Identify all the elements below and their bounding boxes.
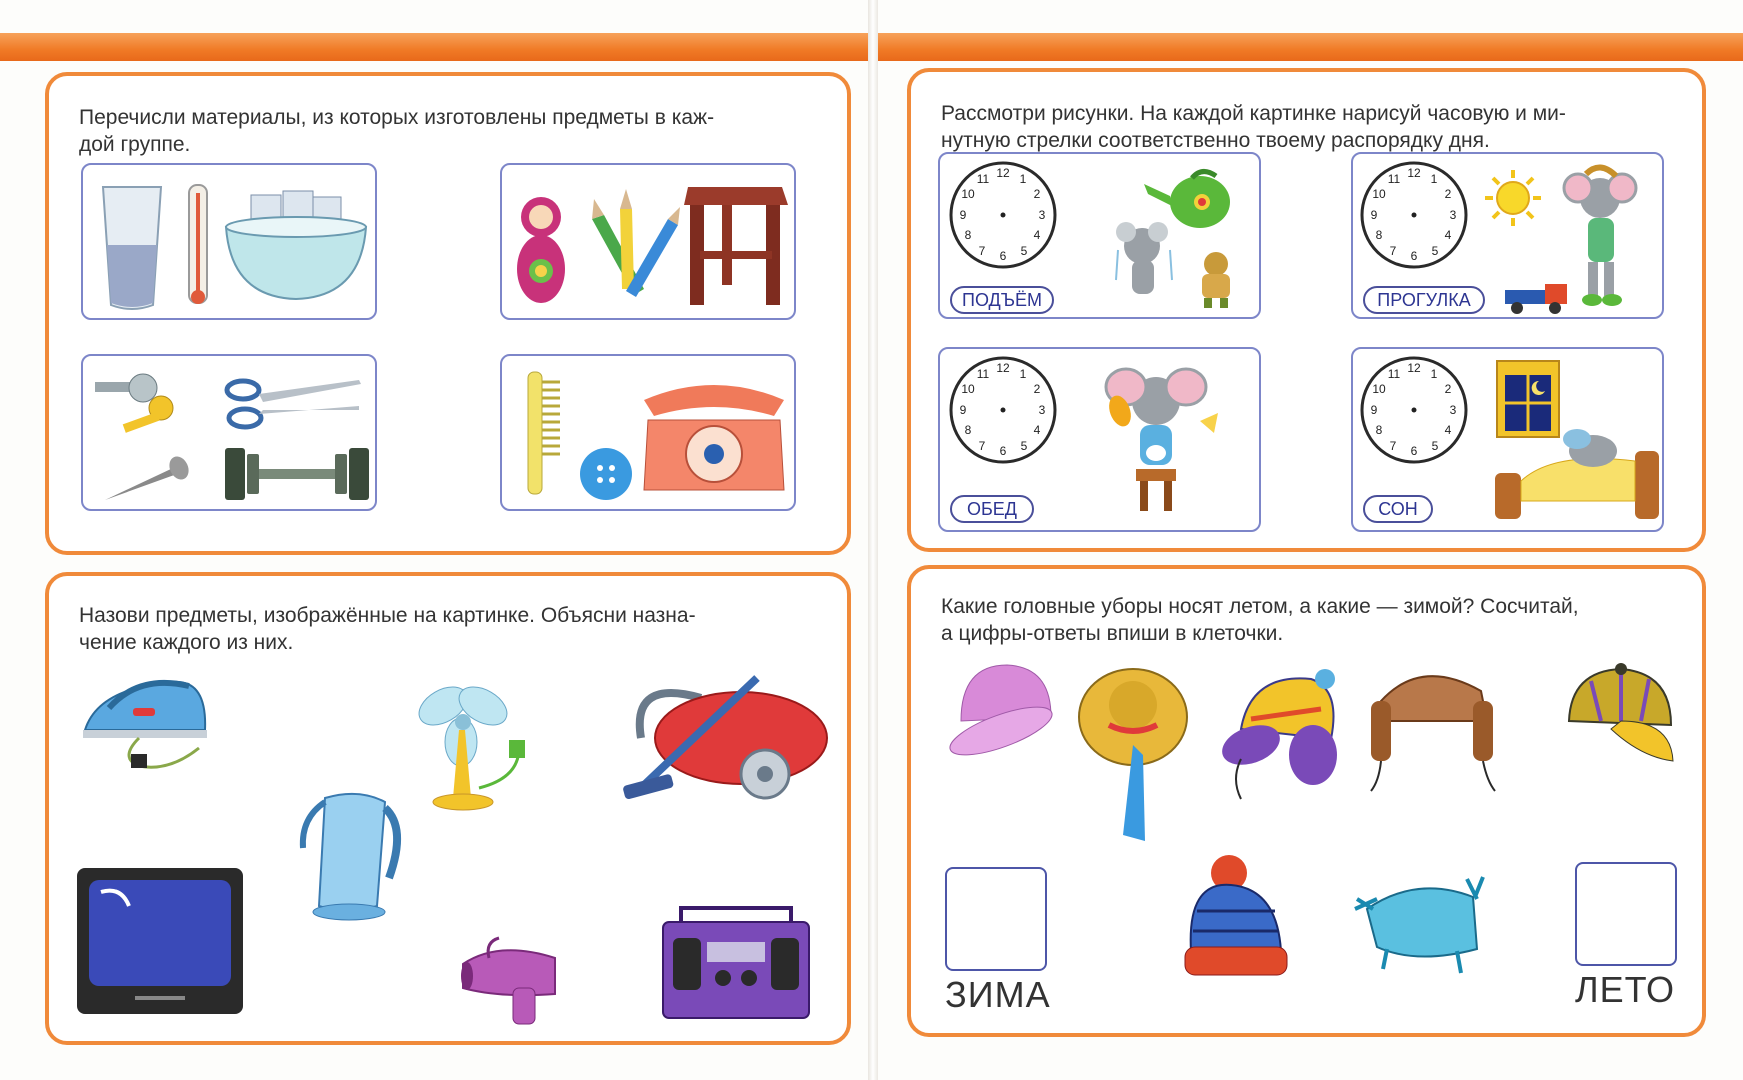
material-group-glass [81, 163, 377, 320]
scissors-icon [223, 376, 363, 436]
svg-text:11: 11 [976, 172, 990, 186]
clock-face [1359, 160, 1469, 270]
task-household-items-panel [45, 572, 851, 1045]
routine-box-sleep [1351, 347, 1664, 532]
routine-box-walk [1351, 152, 1664, 319]
task-materials-panel [45, 72, 851, 555]
svg-text:5: 5 [1020, 244, 1028, 258]
svg-text:12: 12 [996, 166, 1010, 180]
svg-text:1: 1 [1430, 367, 1438, 381]
svg-text:8: 8 [964, 423, 972, 437]
svg-text:3: 3 [1449, 403, 1457, 417]
summer-answer-box[interactable] [1575, 862, 1677, 966]
svg-text:7: 7 [1389, 244, 1397, 258]
label-wakeup: ПОДЪЁМ [950, 286, 1054, 314]
task-items-text-1: Назови предметы, изображённые на картинке. Объясни назна- [79, 604, 696, 627]
material-group-metal [81, 354, 377, 511]
task-headwear-text-2: а цифры-ответы впиши в клеточки. [941, 622, 1284, 645]
task-headwear-panel [907, 565, 1706, 1037]
svg-text:1: 1 [1430, 172, 1438, 186]
svg-text:7: 7 [978, 439, 986, 453]
toy-truck-icon [1503, 280, 1573, 316]
svg-text:2: 2 [1033, 187, 1041, 201]
page-spine [868, 0, 878, 1080]
svg-text:6: 6 [1410, 249, 1418, 263]
svg-text:5: 5 [1020, 439, 1028, 453]
mouse-eating-icon [1090, 361, 1230, 526]
clock-face [1359, 355, 1469, 465]
task-headwear-text-1: Какие головные уборы носят летом, а какие — зимой? Сосчитай, [941, 595, 1579, 618]
svg-text:7: 7 [1389, 439, 1397, 453]
radio-cassette-icon [661, 902, 811, 1022]
svg-text:8: 8 [1375, 423, 1383, 437]
winter-label: ЗИМА [945, 974, 1051, 1015]
glass-cup-icon [97, 175, 167, 315]
task-items-text-2: чение каждого из них. [79, 631, 294, 654]
svg-text:6: 6 [1410, 444, 1418, 458]
matryoshka-icon [516, 189, 566, 309]
svg-text:1: 1 [1019, 172, 1027, 186]
svg-text:5: 5 [1431, 244, 1439, 258]
svg-text:10: 10 [1372, 382, 1386, 396]
task-routine-text-2: нутную стрелки соответственно твоему распорядку дня. [941, 129, 1490, 152]
patchwork-cap-icon [1561, 661, 1681, 781]
clock-face [948, 160, 1058, 270]
svg-text:9: 9 [959, 403, 967, 417]
svg-text:6: 6 [999, 444, 1007, 458]
routine-box-wakeup [938, 152, 1261, 319]
electric-kettle-icon [299, 788, 409, 928]
svg-text:9: 9 [1370, 208, 1378, 222]
pencils-icon [582, 179, 682, 309]
nail-icon [103, 454, 193, 504]
svg-text:9: 9 [959, 208, 967, 222]
svg-text:3: 3 [1038, 403, 1046, 417]
svg-text:10: 10 [961, 187, 975, 201]
svg-text:11: 11 [1387, 172, 1401, 186]
comb-icon [526, 368, 566, 498]
task-daily-routine-panel [907, 68, 1706, 552]
summer-label: ЛЕТО [1575, 969, 1676, 1010]
svg-text:10: 10 [961, 382, 975, 396]
svg-text:3: 3 [1038, 208, 1046, 222]
panama-hat-icon [941, 661, 1061, 771]
svg-text:5: 5 [1431, 439, 1439, 453]
button-icon [578, 446, 634, 502]
svg-text:10: 10 [1372, 187, 1386, 201]
svg-text:11: 11 [976, 367, 990, 381]
bobble-hat-icon [1177, 851, 1297, 991]
svg-text:9: 9 [1370, 403, 1378, 417]
winter-answer-box[interactable] [945, 867, 1047, 971]
rotary-telephone-icon [634, 380, 794, 500]
svg-text:1: 1 [1019, 367, 1027, 381]
svg-text:4: 4 [1444, 423, 1452, 437]
thermometer-icon [181, 183, 221, 313]
svg-text:2: 2 [1444, 187, 1452, 201]
label-lunch: ОБЕД [950, 495, 1034, 523]
task-materials-text-1: Перечисли материалы, из которых изготовлены предметы в каж- [79, 106, 715, 129]
knit-hood-icon [1347, 869, 1497, 979]
material-group-plastic [500, 354, 796, 511]
svg-text:2: 2 [1444, 382, 1452, 396]
svg-text:3: 3 [1449, 208, 1457, 222]
top-banner-right [878, 33, 1743, 61]
knit-hat-earflaps-icon [1211, 669, 1351, 809]
hair-dryer-icon [459, 938, 569, 1028]
svg-text:8: 8 [1375, 228, 1383, 242]
material-group-wood [500, 163, 796, 320]
svg-text:8: 8 [964, 228, 972, 242]
fur-ushanka-icon [1361, 661, 1501, 801]
wooden-stool-icon [682, 175, 792, 315]
dumbbell-icon [223, 444, 373, 504]
svg-text:4: 4 [1033, 423, 1041, 437]
mouse-showering-icon [1112, 220, 1182, 310]
svg-text:7: 7 [978, 244, 986, 258]
glass-bowl-icon [221, 187, 371, 307]
svg-text:12: 12 [996, 361, 1010, 375]
task-materials-text-2: дой группе. [79, 133, 191, 156]
sun-icon [1483, 168, 1543, 228]
keys-icon [93, 368, 183, 438]
task-routine-text-1: Рассмотри рисунки. На каждой картинке нарисуй часовую и ми- [941, 102, 1566, 125]
mouse-in-bed-icon [1493, 421, 1663, 521]
vacuum-cleaner-icon [621, 668, 841, 818]
svg-text:12: 12 [1407, 361, 1421, 375]
clock-face [948, 355, 1058, 465]
svg-text:4: 4 [1033, 228, 1041, 242]
routine-box-lunch [938, 347, 1261, 532]
desk-fan-icon [409, 678, 549, 818]
straw-hat-icon [1073, 665, 1193, 845]
label-walk: ПРОГУЛКА [1363, 286, 1485, 314]
svg-text:12: 12 [1407, 166, 1421, 180]
top-banner-left [0, 33, 868, 61]
svg-text:6: 6 [999, 249, 1007, 263]
television-icon [75, 866, 245, 1016]
iron-icon [79, 668, 219, 778]
dog-icon [1192, 250, 1242, 310]
svg-text:2: 2 [1033, 382, 1041, 396]
label-sleep: СОН [1363, 495, 1433, 523]
svg-text:4: 4 [1444, 228, 1452, 242]
svg-text:11: 11 [1387, 367, 1401, 381]
